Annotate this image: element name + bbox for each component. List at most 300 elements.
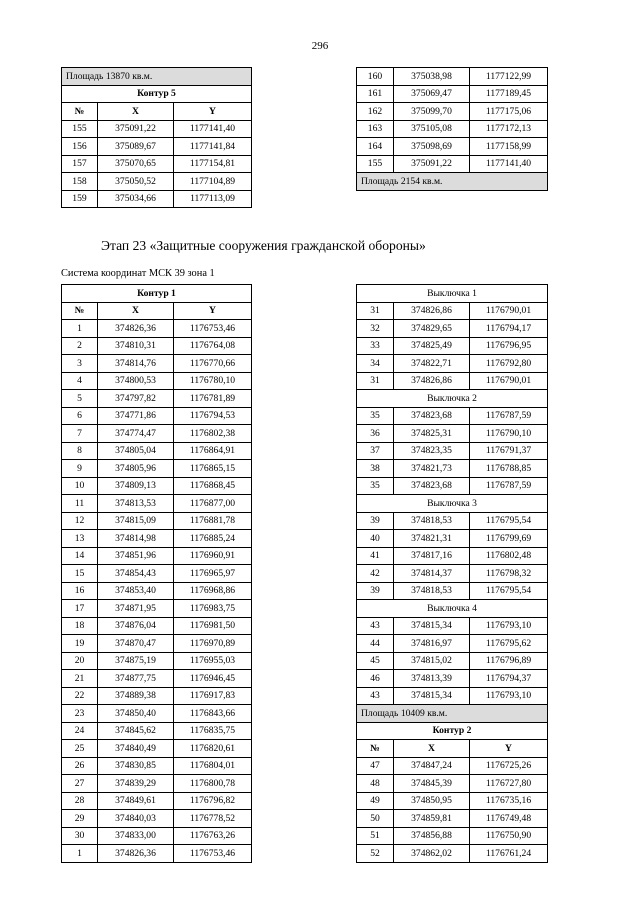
y-coordinate: 1176794,53	[174, 407, 252, 425]
table-row	[62, 190, 252, 208]
x-coordinate: 374845,39	[394, 775, 470, 793]
x-coordinate: 374875,19	[98, 652, 174, 670]
table-row	[357, 635, 548, 653]
stage-title: Этап 23 «Защитные сооружения гражданской обороны»	[101, 238, 426, 253]
y-coordinate: 1177104,89	[174, 173, 252, 191]
x-coordinate: 374833,00	[98, 827, 174, 845]
y-coordinate: 1176794,37	[470, 670, 548, 688]
x-coordinate: 374850,40	[98, 705, 174, 723]
point-number: 158	[62, 173, 98, 191]
y-coordinate: 1176792,80	[470, 355, 548, 373]
y-coordinate: 1176835,75	[174, 722, 252, 740]
contour-5-table-part-2	[356, 67, 548, 191]
contour-title-row	[357, 722, 548, 740]
header-x: X	[98, 302, 174, 320]
point-number: 1	[62, 320, 98, 338]
y-coordinate: 1176804,01	[174, 757, 252, 775]
x-coordinate: 374805,96	[98, 460, 174, 478]
y-coordinate: 1176885,24	[174, 530, 252, 548]
column-headers	[62, 302, 252, 320]
point-number: 31	[357, 372, 394, 390]
point-number: 17	[62, 600, 98, 618]
point-number: 27	[62, 775, 98, 793]
point-number: 4	[62, 372, 98, 390]
table-row	[62, 705, 252, 723]
y-coordinate: 1176881,78	[174, 512, 252, 530]
table-row	[357, 582, 548, 600]
x-coordinate: 374823,68	[394, 477, 470, 495]
point-number: 14	[62, 547, 98, 565]
table-row	[357, 617, 548, 635]
point-number: 46	[357, 670, 394, 688]
y-coordinate: 1177154,81	[174, 155, 252, 173]
x-coordinate: 374840,49	[98, 740, 174, 758]
point-number: 24	[62, 722, 98, 740]
x-coordinate: 374850,95	[394, 792, 470, 810]
x-coordinate: 374818,53	[394, 582, 470, 600]
point-number: 41	[357, 547, 394, 565]
x-coordinate: 375091,22	[394, 155, 470, 173]
table-row	[62, 635, 252, 653]
table-row	[357, 547, 548, 565]
table-row	[357, 407, 548, 425]
point-number: 9	[62, 460, 98, 478]
table-row	[62, 810, 252, 828]
x-coordinate: 374822,71	[394, 355, 470, 373]
point-number: 1	[62, 845, 98, 863]
x-coordinate: 374853,40	[98, 582, 174, 600]
y-coordinate: 1176725,26	[470, 757, 548, 775]
table-row	[62, 687, 252, 705]
point-number: 51	[357, 827, 394, 845]
y-coordinate: 1176750,90	[470, 827, 548, 845]
point-number: 2	[62, 337, 98, 355]
x-coordinate: 374859,81	[394, 810, 470, 828]
x-coordinate: 375034,66	[98, 190, 174, 208]
x-coordinate: 374814,98	[98, 530, 174, 548]
table-row	[357, 530, 548, 548]
point-number: 164	[357, 138, 394, 156]
table-row	[62, 425, 252, 443]
y-coordinate: 1176795,62	[470, 635, 548, 653]
point-number: 52	[357, 845, 394, 863]
area-label-row	[357, 173, 548, 191]
y-coordinate: 1176787,59	[470, 477, 548, 495]
x-coordinate: 374814,76	[98, 355, 174, 373]
x-coordinate: 375089,67	[98, 138, 174, 156]
point-number: 13	[62, 530, 98, 548]
cutout-title: Выключка 2	[357, 390, 548, 408]
table-row	[357, 845, 548, 863]
x-coordinate: 375105,08	[394, 120, 470, 138]
cutout-title: Выключка 4	[357, 600, 548, 618]
y-coordinate: 1177141,40	[470, 155, 548, 173]
table-row	[357, 155, 548, 173]
contour-title: Контур 5	[62, 85, 252, 103]
page-number: 296	[311, 40, 329, 52]
y-coordinate: 1176735,16	[470, 792, 548, 810]
point-number: 29	[62, 810, 98, 828]
point-number: 49	[357, 792, 394, 810]
contour-5-table-part-1	[61, 67, 252, 208]
point-number: 15	[62, 565, 98, 583]
header-y: Y	[174, 302, 252, 320]
x-coordinate: 374815,34	[394, 687, 470, 705]
y-coordinate: 1176764,08	[174, 337, 252, 355]
y-coordinate: 1176868,45	[174, 477, 252, 495]
table-row	[62, 495, 252, 513]
y-coordinate: 1176843,66	[174, 705, 252, 723]
y-coordinate: 1176781,89	[174, 390, 252, 408]
y-coordinate: 1176795,54	[470, 512, 548, 530]
x-coordinate: 374876,04	[98, 617, 174, 635]
area-label: Площадь 10409 кв.м.	[357, 705, 548, 723]
table-row	[62, 617, 252, 635]
x-coordinate: 374821,73	[394, 460, 470, 478]
x-coordinate: 374797,82	[98, 390, 174, 408]
point-number: 47	[357, 757, 394, 775]
point-number: 6	[62, 407, 98, 425]
y-coordinate: 1177175,06	[470, 103, 548, 121]
table-row	[62, 477, 252, 495]
x-coordinate: 374823,68	[394, 407, 470, 425]
y-coordinate: 1176965,97	[174, 565, 252, 583]
header-x: X	[98, 103, 174, 121]
cutout-title-row	[357, 390, 548, 408]
point-number: 8	[62, 442, 98, 460]
point-number: 32	[357, 320, 394, 338]
table-row	[62, 155, 252, 173]
x-coordinate: 374847,24	[394, 757, 470, 775]
y-coordinate: 1177158,99	[470, 138, 548, 156]
x-coordinate: 374805,04	[98, 442, 174, 460]
x-coordinate: 374823,35	[394, 442, 470, 460]
table-row	[62, 138, 252, 156]
point-number: 44	[357, 635, 394, 653]
table-row	[62, 390, 252, 408]
y-coordinate: 1176793,10	[470, 687, 548, 705]
x-coordinate: 374829,65	[394, 320, 470, 338]
point-number: 160	[357, 68, 394, 86]
y-coordinate: 1176802,48	[470, 547, 548, 565]
y-coordinate: 1176798,32	[470, 565, 548, 583]
y-coordinate: 1177122,99	[470, 68, 548, 86]
point-number: 159	[62, 190, 98, 208]
point-number: 12	[62, 512, 98, 530]
column-headers	[357, 740, 548, 758]
point-number: 42	[357, 565, 394, 583]
coordinate-system-label: Система координат МСК 39 зона 1	[61, 268, 215, 279]
y-coordinate: 1176864,91	[174, 442, 252, 460]
x-coordinate: 375098,69	[394, 138, 470, 156]
y-coordinate: 1176981,50	[174, 617, 252, 635]
table-row	[62, 530, 252, 548]
x-coordinate: 374849,61	[98, 792, 174, 810]
table-row	[357, 652, 548, 670]
y-coordinate: 1176968,86	[174, 582, 252, 600]
table-row	[357, 792, 548, 810]
table-row	[62, 740, 252, 758]
contour-1-table	[61, 284, 252, 863]
y-coordinate: 1176795,54	[470, 582, 548, 600]
x-coordinate: 374871,95	[98, 600, 174, 618]
x-coordinate: 374826,36	[98, 845, 174, 863]
x-coordinate: 374830,85	[98, 757, 174, 775]
y-coordinate: 1176820,61	[174, 740, 252, 758]
y-coordinate: 1176983,75	[174, 600, 252, 618]
point-number: 11	[62, 495, 98, 513]
table-row	[357, 337, 548, 355]
table-row	[357, 477, 548, 495]
area-label: Площадь 2154 кв.м.	[357, 173, 548, 191]
point-number: 48	[357, 775, 394, 793]
x-coordinate: 374862,02	[394, 845, 470, 863]
point-number: 156	[62, 138, 98, 156]
point-number: 39	[357, 582, 394, 600]
point-number: 23	[62, 705, 98, 723]
y-coordinate: 1176800,78	[174, 775, 252, 793]
y-coordinate: 1177172,13	[470, 120, 548, 138]
cutout-title-row	[357, 600, 548, 618]
table-row	[62, 757, 252, 775]
y-coordinate: 1177141,84	[174, 138, 252, 156]
point-number: 31	[357, 302, 394, 320]
table-row	[357, 460, 548, 478]
area-label-row	[357, 705, 548, 723]
table-row	[357, 138, 548, 156]
point-number: 18	[62, 617, 98, 635]
point-number: 40	[357, 530, 394, 548]
header-number: №	[62, 302, 98, 320]
x-coordinate: 375091,22	[98, 120, 174, 138]
x-coordinate: 374856,88	[394, 827, 470, 845]
x-coordinate: 374817,16	[394, 547, 470, 565]
x-coordinate: 374813,39	[394, 670, 470, 688]
table-row	[357, 120, 548, 138]
x-coordinate: 374877,75	[98, 670, 174, 688]
table-row	[62, 547, 252, 565]
table-row	[62, 355, 252, 373]
y-coordinate: 1176763,26	[174, 827, 252, 845]
cutouts-and-contour-2-table	[356, 284, 548, 863]
point-number: 35	[357, 477, 394, 495]
point-number: 161	[357, 85, 394, 103]
table-row	[357, 302, 548, 320]
cutout-title-row	[357, 495, 548, 513]
point-number: 43	[357, 617, 394, 635]
table-row	[357, 425, 548, 443]
point-number: 45	[357, 652, 394, 670]
y-coordinate: 1176970,89	[174, 635, 252, 653]
x-coordinate: 374821,31	[394, 530, 470, 548]
x-coordinate: 374825,49	[394, 337, 470, 355]
point-number: 7	[62, 425, 98, 443]
table-row	[357, 565, 548, 583]
y-coordinate: 1176791,37	[470, 442, 548, 460]
point-number: 43	[357, 687, 394, 705]
contour-title: Контур 2	[357, 722, 548, 740]
y-coordinate: 1176865,15	[174, 460, 252, 478]
table-row	[357, 320, 548, 338]
point-number: 33	[357, 337, 394, 355]
x-coordinate: 374826,86	[394, 302, 470, 320]
table-row	[62, 827, 252, 845]
x-coordinate: 374774,47	[98, 425, 174, 443]
table-row	[62, 372, 252, 390]
table-row	[357, 670, 548, 688]
y-coordinate: 1176917,83	[174, 687, 252, 705]
cutout-title: Выключка 3	[357, 495, 548, 513]
x-coordinate: 374889,38	[98, 687, 174, 705]
table-row	[357, 687, 548, 705]
contour-title-row	[62, 85, 252, 103]
table-row	[357, 103, 548, 121]
x-coordinate: 374845,62	[98, 722, 174, 740]
y-coordinate: 1176796,95	[470, 337, 548, 355]
point-number: 155	[62, 120, 98, 138]
table-row	[357, 775, 548, 793]
area-label-row	[62, 68, 252, 86]
y-coordinate: 1176761,24	[470, 845, 548, 863]
point-number: 28	[62, 792, 98, 810]
table-row	[62, 120, 252, 138]
point-number: 162	[357, 103, 394, 121]
table-row	[357, 512, 548, 530]
table-row	[357, 68, 548, 86]
point-number: 155	[357, 155, 394, 173]
y-coordinate: 1176790,01	[470, 302, 548, 320]
y-coordinate: 1176946,45	[174, 670, 252, 688]
y-coordinate: 1176749,48	[470, 810, 548, 828]
x-coordinate: 375070,65	[98, 155, 174, 173]
contour-title-row	[62, 285, 252, 303]
x-coordinate: 374809,13	[98, 477, 174, 495]
point-number: 39	[357, 512, 394, 530]
y-coordinate: 1176877,00	[174, 495, 252, 513]
point-number: 38	[357, 460, 394, 478]
y-coordinate: 1176793,10	[470, 617, 548, 635]
x-coordinate: 374825,31	[394, 425, 470, 443]
x-coordinate: 374826,86	[394, 372, 470, 390]
y-coordinate: 1176778,52	[174, 810, 252, 828]
table-row	[62, 173, 252, 191]
x-coordinate: 374839,29	[98, 775, 174, 793]
table-row	[62, 565, 252, 583]
table-row	[62, 670, 252, 688]
y-coordinate: 1177113,09	[174, 190, 252, 208]
x-coordinate: 374854,43	[98, 565, 174, 583]
point-number: 21	[62, 670, 98, 688]
y-coordinate: 1176753,46	[174, 845, 252, 863]
contour-title: Контур 1	[62, 285, 252, 303]
table-row	[62, 582, 252, 600]
x-coordinate: 375069,47	[394, 85, 470, 103]
table-row	[357, 810, 548, 828]
y-coordinate: 1176796,82	[174, 792, 252, 810]
y-coordinate: 1176960,91	[174, 547, 252, 565]
x-coordinate: 375038,98	[394, 68, 470, 86]
x-coordinate: 374815,09	[98, 512, 174, 530]
header-number: №	[62, 103, 98, 121]
point-number: 157	[62, 155, 98, 173]
y-coordinate: 1176790,01	[470, 372, 548, 390]
y-coordinate: 1176955,03	[174, 652, 252, 670]
point-number: 30	[62, 827, 98, 845]
table-row	[62, 407, 252, 425]
y-coordinate: 1176727,80	[470, 775, 548, 793]
table-row	[62, 775, 252, 793]
x-coordinate: 374818,53	[394, 512, 470, 530]
table-row	[357, 757, 548, 775]
y-coordinate: 1176787,59	[470, 407, 548, 425]
header-y: Y	[174, 103, 252, 121]
point-number: 3	[62, 355, 98, 373]
point-number: 34	[357, 355, 394, 373]
table-row	[357, 442, 548, 460]
table-row	[62, 460, 252, 478]
table-row	[62, 320, 252, 338]
y-coordinate: 1176794,17	[470, 320, 548, 338]
y-coordinate: 1176770,66	[174, 355, 252, 373]
y-coordinate: 1176788,85	[470, 460, 548, 478]
x-coordinate: 375050,52	[98, 173, 174, 191]
x-coordinate: 374815,02	[394, 652, 470, 670]
area-label: Площадь 13870 кв.м.	[62, 68, 252, 86]
x-coordinate: 374810,31	[98, 337, 174, 355]
point-number: 36	[357, 425, 394, 443]
header-y: Y	[470, 740, 548, 758]
x-coordinate: 374816,97	[394, 635, 470, 653]
x-coordinate: 374815,34	[394, 617, 470, 635]
table-row	[62, 442, 252, 460]
y-coordinate: 1176802,38	[174, 425, 252, 443]
y-coordinate: 1177189,45	[470, 85, 548, 103]
point-number: 50	[357, 810, 394, 828]
column-headers	[62, 103, 252, 121]
x-coordinate: 374771,86	[98, 407, 174, 425]
point-number: 10	[62, 477, 98, 495]
y-coordinate: 1176799,69	[470, 530, 548, 548]
x-coordinate: 374840,03	[98, 810, 174, 828]
table-row	[62, 792, 252, 810]
point-number: 25	[62, 740, 98, 758]
point-number: 163	[357, 120, 394, 138]
table-row	[62, 652, 252, 670]
table-row	[62, 600, 252, 618]
x-coordinate: 374826,36	[98, 320, 174, 338]
x-coordinate: 375099,70	[394, 103, 470, 121]
table-row	[357, 355, 548, 373]
x-coordinate: 374800,53	[98, 372, 174, 390]
point-number: 20	[62, 652, 98, 670]
cutout-title-row	[357, 285, 548, 303]
table-row	[62, 512, 252, 530]
y-coordinate: 1176780,10	[174, 372, 252, 390]
x-coordinate: 374813,53	[98, 495, 174, 513]
y-coordinate: 1176790,10	[470, 425, 548, 443]
y-coordinate: 1176753,46	[174, 320, 252, 338]
header-number: №	[357, 740, 394, 758]
point-number: 16	[62, 582, 98, 600]
point-number: 26	[62, 757, 98, 775]
table-row	[357, 827, 548, 845]
x-coordinate: 374851,96	[98, 547, 174, 565]
x-coordinate: 374870,47	[98, 635, 174, 653]
table-row	[62, 722, 252, 740]
point-number: 19	[62, 635, 98, 653]
point-number: 22	[62, 687, 98, 705]
table-row	[62, 337, 252, 355]
